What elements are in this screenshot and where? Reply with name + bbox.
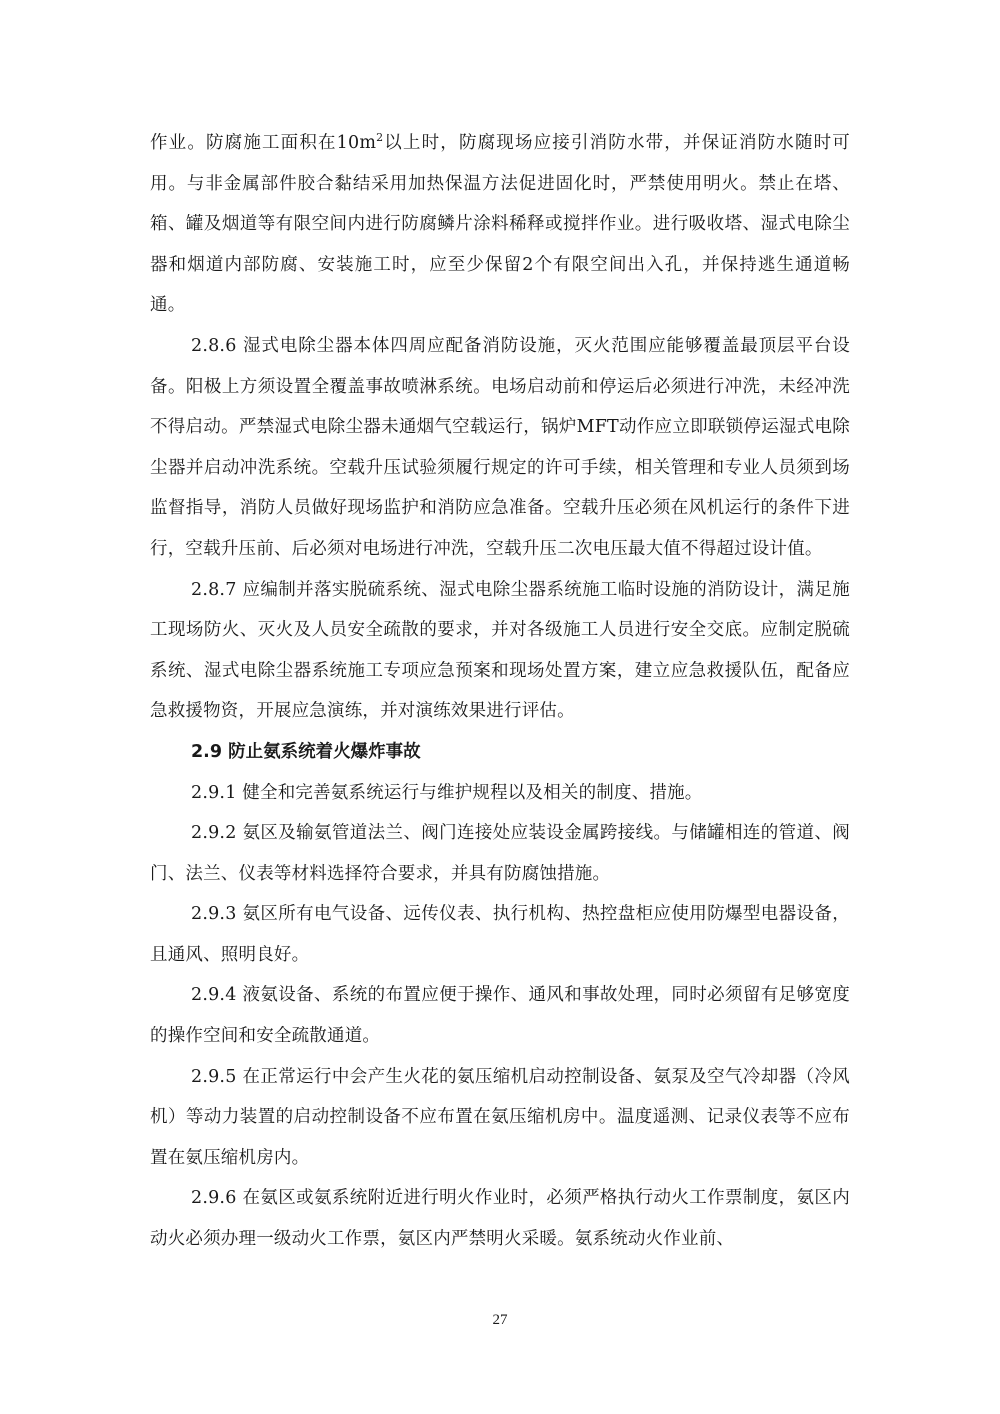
paragraph-2-8-6: 2.8.6 湿式电除尘器本体四周应配备消防设施，灭火范围应能够覆盖最顶层平台设备。阳极上方须设置全覆盖事故喷淋系统。电场启动前和停运后必须进行冲洗，未经冲洗不得启动。严禁湿式电除尘器未通烟气空载运行，锅炉MFT动作应立即联锁停运湿式电除尘器并启动冲洗系统。空载升压试验须履行规定的许可手续，相关管理和专业人员须到场监督指导，消防人员做好现场监护和消防应急准备。空载升压必须在风机运行的条件下进行，空载升压前、后必须对电场进行冲洗，空载升压二次电压最大值不得超过设计值。 bbox=[150, 335, 850, 559]
paragraph-2-9-2: 2.9.2 氨区及输氨管道法兰、阀门连接处应装设金属跨接线。与储罐相连的管道、阀门、法兰、仪表等材料选择符合要求，并具有防腐蚀措施。 bbox=[150, 823, 850, 884]
paragraph-2-9-5: 2.9.5 在正常运行中会产生火花的氨压缩机启动控制设备、氨泵及空气冷却器（冷风机）等动力装置的启动控制设备不应布置在氨压缩机房中。温度遥测、记录仪表等不应布置在氨压缩机房内。 bbox=[150, 1066, 850, 1168]
paragraph-2-8-5-continued bbox=[150, 123, 850, 326]
paragraph-2-9-4: 2.9.4 液氨设备、系统的布置应便于操作、通风和事故处理，同时必须留有足够宽度的操作空间和安全疏散通道。 bbox=[150, 985, 850, 1047]
paragraph-2-9-1: 2.9.1 健全和完善氨系统运行与维护规程以及相关的制度、措施。 bbox=[191, 782, 703, 803]
page-body bbox=[150, 123, 850, 1260]
paragraph-text-post: 以上时，防腐现场应接引消防水带，并保证消防水随时可用。与非金属部件胶合黏结采用加热保温方法促进固化时，严禁使用明火。禁止在塔、箱、罐及烟道等有限空间内进行防腐鳞片涂料稀释或搅拌作业。进行吸收塔、湿式电除尘器和烟道内部防腐、安装施工时，应至少保留2个有限空间出入孔，并保持逃生通道畅通。 bbox=[150, 133, 851, 316]
paragraph-text-pre: 作业。防腐施工面积在10m bbox=[150, 133, 377, 153]
superscript-2: 2 bbox=[376, 131, 384, 145]
paragraph-2-9-6: 2.9.6 在氨区或氨系统附近进行明火作业时，必须严格执行动火工作票制度，氨区内动火必须办理一级动火工作票，氨区内严禁明火采暖。氨系统动火作业前、 bbox=[150, 1188, 850, 1250]
paragraph-2-8-7: 2.8.7 应编制并落实脱硫系统、湿式电除尘器系统施工临时设施的消防设计，满足施工现场防火、灭火及人员安全疏散的要求，并对各级施工人员进行安全交底。应制定脱硫系统、湿式电除尘器系统施工专项应急预案和现场处置方案，建立应急救援队伍，配备应急救援物资，开展应急演练，并对演练效果进行评估。 bbox=[150, 579, 850, 722]
section-heading-2-9: 2.9 防止氨系统着火爆炸事故 bbox=[191, 741, 421, 762]
paragraph-2-9-3: 2.9.3 氨区所有电气设备、远传仪表、执行机构、热控盘柜应使用防爆型电器设备，且通风、照明良好。 bbox=[150, 904, 850, 965]
page-number: 27 bbox=[492, 1312, 508, 1328]
